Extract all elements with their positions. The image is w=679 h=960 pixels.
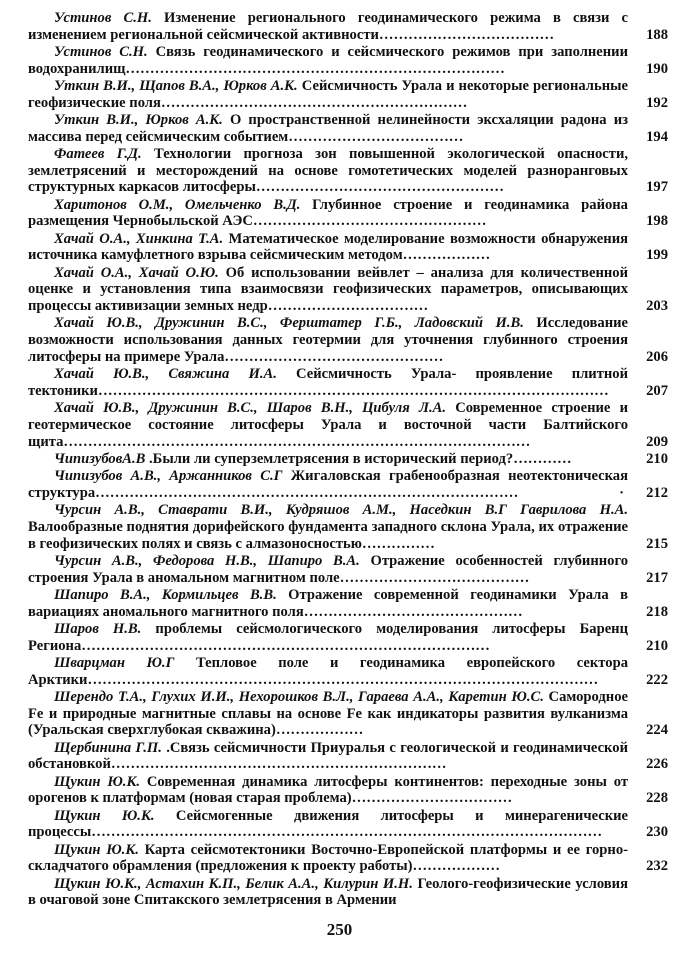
entry-authors: Шапиро В.А., Кормильцев В.В. bbox=[54, 586, 277, 603]
entry-authors: Щукин Ю.К. bbox=[54, 773, 140, 790]
toc-entry bbox=[28, 774, 668, 807]
dot-leader: …………………………………………… bbox=[255, 179, 504, 196]
dot-leader: …………………………… bbox=[267, 298, 429, 315]
entry-authors: Хачай О.А., Хачай О.Ю. bbox=[54, 264, 219, 281]
entry-page-number: 188 bbox=[646, 26, 668, 43]
entry-page-number: 224 bbox=[646, 722, 668, 739]
toc-entry bbox=[28, 366, 668, 399]
toc-entry bbox=[28, 265, 668, 315]
toc-entry-text bbox=[28, 621, 628, 654]
dot-leader: …………………………………………………………………………………………… bbox=[87, 671, 599, 688]
dot-leader: ……………………………………… bbox=[224, 348, 444, 365]
toc-entry-text bbox=[28, 315, 628, 365]
dot-leader: …………… bbox=[361, 535, 435, 552]
entry-title: Сейсмичность Урала- проявление плитной тектоники bbox=[28, 366, 628, 399]
entry-page-number: 217 bbox=[646, 569, 668, 586]
toc-entry bbox=[28, 740, 668, 773]
dot-leader: ………………………………………………………………………… bbox=[81, 637, 490, 654]
toc-entry bbox=[28, 553, 668, 586]
dot-leader: ………………………………………… bbox=[252, 213, 487, 230]
toc-entry bbox=[28, 502, 668, 552]
entry-page-number: 218 bbox=[646, 603, 668, 620]
entry-authors: Шаров Н.В. bbox=[54, 620, 142, 637]
dot-leader: …………………………………………………………………………………………… bbox=[97, 382, 609, 399]
toc-entry bbox=[28, 10, 668, 43]
entry-title: Сейсмогенные движения литосферы и минерагенические процессы bbox=[28, 807, 628, 841]
entry-page-number: 198 bbox=[646, 213, 668, 230]
entry-page-number: 209 bbox=[646, 433, 668, 450]
entry-authors: Щербинина Г.П. bbox=[54, 739, 162, 756]
dot-leader: ……………… bbox=[412, 858, 501, 875]
toc-entry-text bbox=[28, 876, 628, 909]
entry-title: Изменение регионального геодинамического режима в связи с изменением региональной сейсмической активности bbox=[28, 10, 628, 43]
entry-title: Технологии прогноза зон повышенной экологической опасности, землетрясений и месторождений на основе гомотетических моделей разноранговых структурных каркасов литосферы bbox=[28, 146, 628, 196]
toc-entry-text bbox=[28, 468, 628, 501]
entry-authors: Шерендо Т.А., Глухих И.И., Нехорошков В.Л., Гараева А.А., Каретин Ю.С. bbox=[54, 688, 544, 705]
toc-entry-text bbox=[28, 112, 628, 145]
entry-title: Отражение особенностей глубинного строения Урала в аномальном магнитном поле bbox=[28, 552, 628, 586]
entry-page-number: 190 bbox=[646, 60, 668, 77]
entry-title: Геолого-геофизические условия в очаговой зоне Спитакского землетрясения в Армении bbox=[28, 875, 628, 909]
entry-page-number: 194 bbox=[646, 128, 668, 145]
toc-entry bbox=[28, 468, 668, 501]
entry-title: Математическое моделирование возможности обнаружения источника камуфлетного взрыва сейсмическим методом bbox=[28, 230, 628, 264]
toc-entry bbox=[28, 44, 668, 77]
toc-entry-text bbox=[28, 808, 628, 841]
entry-authors: Чурсин А.В., Федорова Н.В., Шапиро В.А. bbox=[54, 552, 360, 569]
entry-page-number: 228 bbox=[646, 790, 668, 807]
entry-authors: Хачай Ю.В., Свяжина И.А. bbox=[54, 366, 277, 383]
dot-leader: …………………………… bbox=[351, 790, 513, 807]
toc-entry-text bbox=[28, 231, 628, 264]
dot-leader: ……………… bbox=[402, 247, 491, 264]
entry-title: .Связь сейсмичности Приуралья с геологической и геодинамической обстановкой bbox=[28, 739, 628, 773]
dot-leader: ……………………………………… bbox=[303, 603, 523, 620]
entry-authors: Устинов С.Н. bbox=[54, 44, 148, 60]
toc-entry bbox=[28, 808, 668, 841]
toc-entry-text bbox=[28, 44, 628, 77]
toc-entry-text bbox=[28, 366, 628, 399]
dot-leader: ………………………………… bbox=[339, 569, 530, 586]
entry-authors: Щукин Ю.К. bbox=[54, 841, 139, 858]
toc-entry bbox=[28, 231, 668, 264]
entry-authors: Уткин В.И., Щапов В.А., Юрков А.К. bbox=[54, 78, 298, 94]
entry-authors: ЧипизубовА.В bbox=[54, 450, 146, 467]
dot-leader: ……………………………… bbox=[288, 128, 464, 145]
toc-entry bbox=[28, 621, 668, 654]
toc-entry bbox=[28, 315, 668, 365]
toc-entry bbox=[28, 400, 668, 450]
entry-title: Тепловое поле и геодинамика европейского сектора Арктики bbox=[28, 654, 628, 688]
toc-entry bbox=[28, 655, 668, 688]
margin-mark: · bbox=[619, 484, 624, 501]
toc-entry-text bbox=[28, 400, 628, 450]
toc-entry bbox=[28, 112, 668, 145]
entry-authors: Чурсин А.В., Ставрати В.И., Кудряшов А.М., Наседкин В.Г Гаврилова Н.А. bbox=[54, 502, 628, 519]
entry-page-number: 232 bbox=[646, 858, 668, 875]
entry-page-number: 192 bbox=[646, 94, 668, 111]
entry-page-number: 222 bbox=[646, 671, 668, 688]
entry-title: Жигаловская грабенообразная неотектоническая структура bbox=[28, 468, 628, 501]
entry-page-number: 212 bbox=[646, 484, 668, 501]
entry-title: Сейсмичность Урала и некоторые региональные геофизические поля bbox=[28, 78, 628, 111]
toc-entry-text bbox=[28, 197, 628, 230]
toc-entry bbox=[28, 587, 668, 620]
entry-title: Глубинное строение и геодинамика района размещения Чернобыльской АЭС bbox=[28, 196, 628, 230]
dot-leader: …………………………………………………………………… bbox=[125, 60, 505, 77]
toc-entry-text bbox=[28, 587, 628, 620]
dot-leader: ………… bbox=[513, 450, 572, 467]
entry-title: Карта сейсмотектоники Восточно-Европейской платформы и ее горно-складчатого обрамления (предложения к проекту работы) bbox=[28, 841, 628, 875]
entry-page-number: 197 bbox=[646, 179, 668, 196]
dot-leader: …………………………………………………………………………………………… bbox=[91, 824, 603, 841]
entry-page-number: 230 bbox=[646, 824, 668, 841]
toc-entry bbox=[28, 876, 668, 909]
entry-title: Валообразные поднятия дорифейского фундамента западного склона Урала, их отражение в геофизических полях и связь с алмазоносностью bbox=[28, 518, 628, 552]
dot-leader: ……………………………………………………… bbox=[160, 94, 468, 111]
toc-entry bbox=[28, 78, 668, 111]
entry-authors: Уткин В.И., Юрков А.К. bbox=[54, 112, 223, 128]
toc-entry-text bbox=[28, 553, 628, 586]
entry-page-number: 226 bbox=[646, 756, 668, 773]
toc-entry bbox=[28, 451, 668, 468]
toc-entry-text bbox=[28, 689, 628, 739]
toc-entry bbox=[28, 197, 668, 230]
page-number: 250 bbox=[326, 920, 353, 939]
entry-title: .Были ли суперземлетрясения в исторический период? bbox=[145, 450, 514, 467]
dot-leader: …………………………………………………………… bbox=[110, 756, 447, 773]
entry-authors: Шварцман Ю.Г bbox=[54, 654, 175, 671]
toc-entry bbox=[28, 146, 668, 196]
toc-entry-text bbox=[28, 265, 628, 315]
entry-title: Современная динамика литосферы континентов: переходные зоны от орогенов к платформам (новая старая проблема) bbox=[28, 773, 629, 807]
entry-title: Связь геодинамического и сейсмического режимов при заполнении водохранилищ bbox=[28, 44, 628, 77]
entry-title: проблемы сейсмологического моделирования литосферы Баренц Региона bbox=[28, 620, 628, 654]
dot-leader: …………………………………………………………………………………… bbox=[63, 433, 531, 450]
toc-entry-text bbox=[28, 842, 628, 875]
entry-authors: Устинов С.Н. bbox=[54, 10, 152, 26]
entry-authors: Хачай Ю.В., Дружинин В.С., Шаров В.Н., Цибуля Л.А. bbox=[54, 400, 446, 417]
entry-title: О пространственной нелинейности эксхаляции радона из массива перед сейсмическим событием bbox=[28, 112, 628, 145]
entry-authors: Хачай О.А., Хинкина Т.А. bbox=[54, 230, 224, 247]
entry-authors: Фатеев Г.Д. bbox=[54, 146, 142, 162]
entry-title: Отражение современной геодинамики Урала в вариациях аномального магнитного поля bbox=[28, 586, 628, 620]
entry-title: Исследование возможности использования данных геотермии для уточнения глубинного строения литосферы на примере Урала bbox=[28, 315, 629, 365]
entry-title: Самородное Fe и природные магнитные сплавы на основе Fe как индикаторы развития вулканизма (Уральская сверхглубокая скважина) bbox=[28, 688, 628, 739]
dot-leader: ……………………………… bbox=[378, 26, 555, 43]
entry-authors: Щукин Ю.К. bbox=[54, 807, 155, 824]
toc-entry-text bbox=[28, 78, 628, 111]
entry-page-number: 203 bbox=[646, 298, 668, 315]
table-of-contents bbox=[28, 10, 668, 910]
toc-entry-text bbox=[28, 655, 628, 688]
entry-page-number: 215 bbox=[646, 535, 668, 552]
entry-page-number: 207 bbox=[646, 382, 668, 399]
entry-authors: Харитонов О.М., Омельченко В.Д. bbox=[54, 196, 301, 213]
toc-entry-text bbox=[28, 774, 628, 807]
entry-title: Об использовании вейвлет – анализа для количественной оценке и установления типа взаимосвязи геофизических параметров, описывающих процессы активизации земных недр bbox=[28, 264, 628, 315]
entry-authors: Чипизубов А.В., Аржанников С.Г bbox=[54, 468, 283, 485]
entry-page-number: 199 bbox=[646, 247, 668, 264]
entry-page-number: 210 bbox=[646, 637, 668, 654]
toc-entry bbox=[28, 842, 668, 875]
toc-entry-text bbox=[28, 740, 628, 773]
entry-title: Современное строение и геотермическое состояние литосферы Урала и восточной части Балтийского щита bbox=[28, 400, 628, 450]
toc-entry-text bbox=[28, 451, 628, 468]
dot-leader: ……………… bbox=[275, 722, 364, 739]
toc-entry-text bbox=[28, 146, 628, 196]
dot-leader: …………………………………………………………………………… bbox=[95, 484, 519, 501]
entry-authors: Хачай Ю.В., Дружинин В.С., Ферштатер Г.Б., Ладовский И.В. bbox=[54, 315, 524, 332]
entry-page-number: 206 bbox=[646, 348, 668, 365]
entry-page-number: 210 bbox=[646, 450, 668, 467]
toc-entry-text bbox=[28, 502, 628, 552]
toc-entry-text bbox=[28, 10, 628, 43]
toc-entry bbox=[28, 689, 668, 739]
entry-authors: Щукин Ю.К., Астахин К.П., Белик А.А., Килурин И.Н. bbox=[54, 875, 413, 892]
